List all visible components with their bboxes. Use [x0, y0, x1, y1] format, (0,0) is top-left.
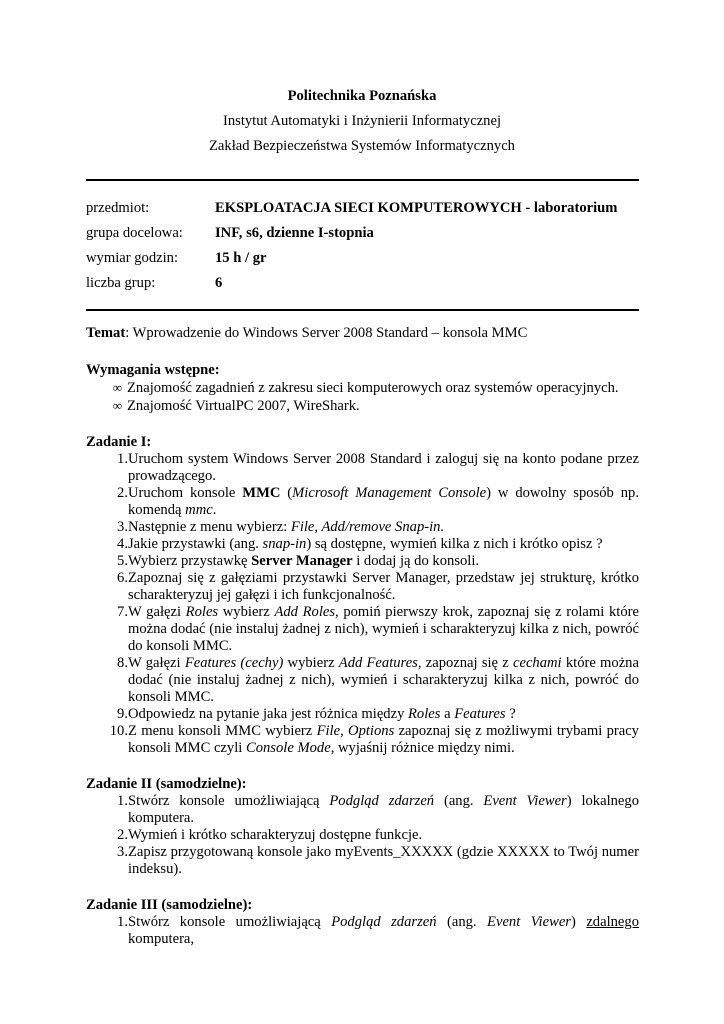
meta-value: INF, s6, dzienne I-stopnia: [215, 225, 374, 241]
task1-title: Zadanie I:: [86, 434, 152, 450]
item-text: Jakie przystawki (ang. snap-in) są dostępne, wymień kilka z nich i krótko opisz ?: [128, 536, 603, 552]
topic-line: [86, 324, 639, 342]
item-number: 9.: [117, 706, 128, 722]
requirements-title: Wymagania wstępne:: [86, 362, 220, 378]
meta-label: grupa docelowa:: [86, 225, 183, 241]
list-item: [86, 723, 639, 757]
item-text: Uruchom system Windows Server 2008 Standard i zaloguj się na konto podane przez prowadzącego.: [128, 451, 639, 484]
task1-section: [86, 433, 639, 757]
task3-section: [86, 896, 639, 948]
item-text: Stwórz konsole umożliwiającą Podgląd zdarzeń (ang. Event Viewer) lokalnego komputera.: [128, 793, 639, 826]
task3-list: [86, 914, 639, 948]
item-number: 1.: [117, 793, 128, 809]
requirements-section: [86, 361, 639, 415]
item-text: Następnie z menu wybierz: File, Add/remove Snap-in.: [128, 519, 445, 535]
list-item: [86, 379, 639, 397]
item-number: 7.: [117, 604, 128, 620]
top-rule: [86, 179, 639, 181]
list-item: [86, 485, 639, 519]
item-number: 5.: [117, 553, 128, 569]
item-number: 2.: [117, 827, 128, 843]
list-item: [86, 844, 639, 878]
meta-label: wymiar godzin:: [86, 250, 179, 266]
item-text: Uruchom konsole MMC (Microsoft Management Console) w dowolny sposób np. komendą mmc.: [128, 485, 639, 518]
meta-row-group: [86, 221, 639, 246]
meta-row-groups: [86, 271, 639, 296]
course-meta: [86, 196, 639, 296]
task2-list: [86, 793, 639, 878]
item-text: Z menu konsoli MMC wybierz File, Options zapoznaj się z możliwymi trybami pracy konsoli MMC czyli Console Mode, wyjaśnij różnice między nimi.: [128, 723, 639, 756]
document-body: [86, 324, 639, 966]
item-text: Zapoznaj się z gałęziami przystawki Server Manager, przedstaw jej strukturę, krótko scharakteryzuj jej gałęzi i ich funkcjonalność.: [128, 570, 639, 603]
item-number: 3.: [117, 519, 128, 535]
task1-list: [86, 451, 639, 757]
item-number: 8.: [117, 655, 128, 671]
item-text: Wymień i krótko scharakteryzuj dostępne funkcje.: [128, 827, 423, 843]
item-number: 1.: [117, 451, 128, 467]
meta-value: EKSPLOATACJA SIECI KOMPUTEROWYCH - laboratorium: [215, 200, 618, 216]
item-text: Stwórz konsole umożliwiającą Podgląd zdarzeń (ang. Event Viewer) zdalnego komputera,: [128, 914, 639, 947]
item-text: Zapisz przygotowaną konsole jako myEvents_XXXXX (gdzie XXXXX to Twój numer indeksu).: [128, 844, 639, 877]
infinity-bullet-icon: ∞: [112, 398, 122, 413]
task2-title: Zadanie II (samodzielne):: [86, 776, 247, 792]
item-text: W gałęzi Features (cechy) wybierz Add Features, zapoznaj się z cechami które można dodać (nie instaluj żadnej z nich), wymień i scharakteryzuj kilka z nich, powróć do konsoli MMC.: [128, 655, 639, 705]
meta-label: przedmiot:: [86, 200, 150, 216]
institute-name: Instytut Automatyki i Inżynierii Informatycznej: [222, 113, 502, 129]
meta-value: 15 h / gr: [215, 250, 267, 266]
item-number: 1.: [117, 914, 128, 930]
item-number: 6.: [117, 570, 128, 586]
item-number: 4.: [117, 536, 128, 552]
item-number: 3.: [117, 844, 128, 860]
task2-section: [86, 775, 639, 878]
list-item: [86, 553, 639, 570]
meta-row-subject: [86, 196, 639, 221]
task3-title: Zadanie III (samodzielne):: [86, 897, 253, 913]
infinity-bullet-icon: ∞: [112, 380, 122, 395]
list-item: [86, 536, 639, 553]
list-item: [86, 655, 639, 706]
bottom-rule: [86, 309, 639, 311]
meta-label: liczba grup:: [86, 275, 156, 291]
list-item: [86, 793, 639, 827]
list-item: [86, 827, 639, 844]
meta-value: 6: [215, 275, 223, 291]
topic-label: Temat: [86, 325, 126, 341]
item-text: Odpowiedz na pytanie jaka jest różnica między Roles a Features ?: [128, 706, 516, 722]
list-item: [86, 397, 639, 415]
requirements-list: [86, 379, 639, 415]
university-name: Politechnika Poznańska: [287, 88, 437, 104]
item-number: 10.: [109, 723, 128, 739]
department-name: Zakład Bezpieczeństwa Systemów Informatycznych: [209, 138, 515, 154]
list-item: [86, 914, 639, 948]
item-text: W gałęzi Roles wybierz Add Roles, pomiń pierwszy krok, zapoznaj się z rolami które można dodać (nie instaluj żadnej z nich), wymień i scharakteryzuj kilka z nich, powróć do konsoli MMC.: [128, 604, 639, 654]
list-item: [86, 570, 639, 604]
list-item: [86, 519, 639, 536]
list-item: [86, 604, 639, 655]
requirement-text: Znajomość VirtualPC 2007, WireShark.: [127, 398, 360, 414]
list-item: [86, 706, 639, 723]
item-number: 2.: [117, 485, 128, 501]
meta-row-hours: [86, 246, 639, 271]
document-header: [0, 84, 724, 159]
list-item: [86, 451, 639, 485]
topic-text: : Wprowadzenie do Windows Server 2008 Standard – konsola MMC: [125, 325, 528, 341]
item-text: Wybierz przystawkę Server Manager i dodaj ją do konsoli.: [128, 553, 480, 569]
requirement-text: Znajomość zagadnień z zakresu sieci komputerowych oraz systemów operacyjnych.: [127, 380, 619, 396]
